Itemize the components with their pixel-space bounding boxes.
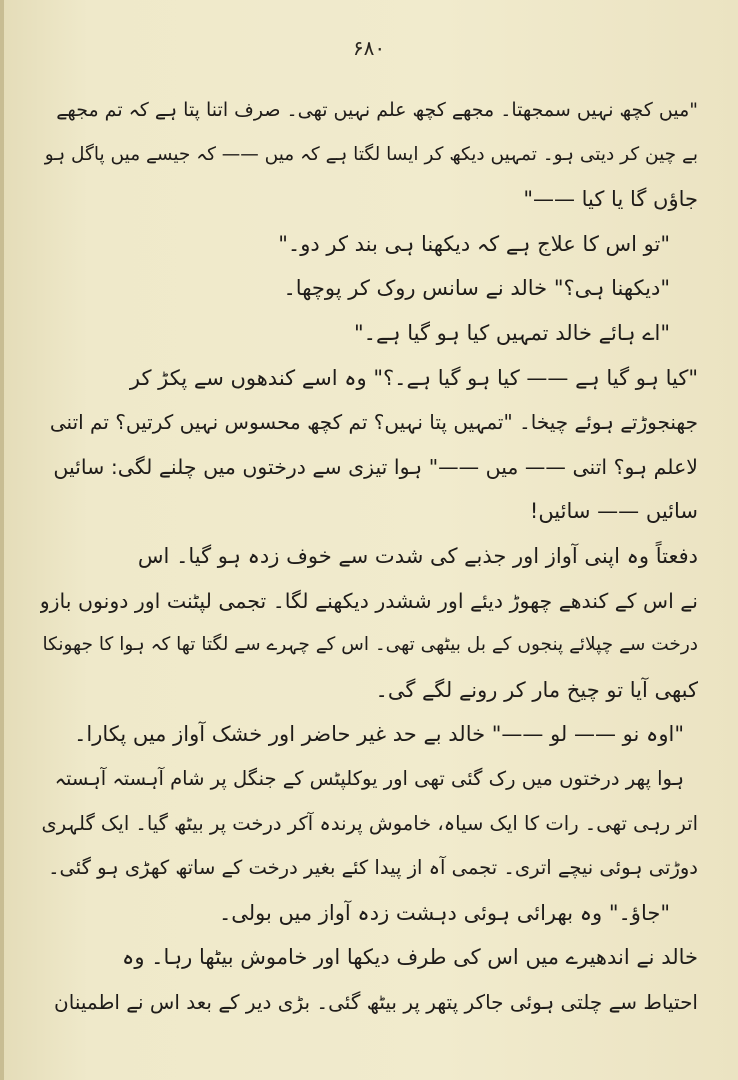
text-line: ہوا پھر درختوں میں رک گئی تھی اور یوکلپٹس کے جنگل پر شام آہستہ آہستہ [54, 766, 684, 790]
text-line: اتر رہی تھی۔ رات کا ایک سیاہ، خاموش پرندہ آکر درخت پر بیٹھ گیا۔ ایک گلہری [41, 811, 698, 835]
text-line: دفعتاً وہ اپنی آواز اور جذبے کی شدت سے خوف زدہ ہو گیا۔ اس [137, 543, 698, 568]
page-number: ۶۸۰ [352, 36, 386, 60]
text-line: بے چین کر دیتی ہو۔ تمہیں دیکھ کر ایسا لگتا ہے کہ میں —— کہ جیسے میں پاگل ہو [44, 143, 698, 165]
text-line: سائیں —— سائیں! [529, 499, 698, 524]
text-line: احتیاط سے چلتی ہوئی جاکر پتھر پر بیٹھ گئی۔ بڑی دیر کے بعد اس نے اطمینان [54, 989, 698, 1014]
urdu-text-body [40, 88, 698, 1024]
text-line: درخت سے چپلائے پنجوں کے بل بیٹھی تھی۔ اس کے چہرے سے لگتا تھا کہ ہوا کا جھونکا [42, 634, 698, 656]
text-line: نے اس کے کندھے چھوڑ دیئے اور ششدر دیکھنے لگا۔ تجمی لپٹنت اور دونوں بازو [40, 588, 698, 613]
text-line: "دیکھنا ہی؟" خالد نے سانس روک کر پوچھا۔ [283, 276, 670, 301]
text-line: "جاؤ۔" وہ بھرائی ہوئی دہشت زدہ آواز میں بولی۔ [218, 900, 670, 925]
text-line: "کیا ہو گیا ہے —— کیا ہو گیا ہے۔؟" وہ اسے کندھوں سے پکڑ کر [129, 365, 698, 390]
text-line: "تو اس کا علاج ہے کہ دیکھنا ہی بند کر دو۔" [278, 231, 670, 256]
text-line: "میں کچھ نہیں سمجھتا۔ مجھے کچھ علم نہیں تھی۔ صرف اتنا پتا ہے کہ تم مجھے [56, 99, 698, 121]
text-line: دوڑتی ہوئی نیچے اتری۔ تجمی آہ از پیدا کئے بغیر درخت کے ساتھ کھڑی ہو گئی۔ [48, 856, 698, 880]
text-line: کبھی آیا تو چیخ مار کر رونے لگے گی۔ [375, 677, 698, 702]
text-line: "اوہ نو —— لو ——" خالد بے حد غیر حاضر اور خشک آواز میں پکارا۔ [74, 722, 684, 747]
text-line: لاعلم ہو؟ اتنی —— میں ——" ہوا تیزی سے درختوں میں چلنے لگی: سائیں [53, 454, 698, 479]
text-line: خالد نے اندھیرے میں اس کی طرف دیکھا اور خاموش بیٹھا رہا۔ وہ [122, 945, 698, 970]
page-edge-shadow [0, 0, 4, 1080]
text-line: "اے ہائے خالد تمہیں کیا ہو گیا ہے۔" [354, 320, 670, 345]
text-line: جاؤں گا یا کیا ——" [523, 187, 698, 212]
text-line: جھنجوڑتے ہوئے چیخا۔ "تمہیں پتا نہیں؟ تم کچھ محسوس نہیں کرتیں؟ تم اتنی [49, 410, 698, 435]
